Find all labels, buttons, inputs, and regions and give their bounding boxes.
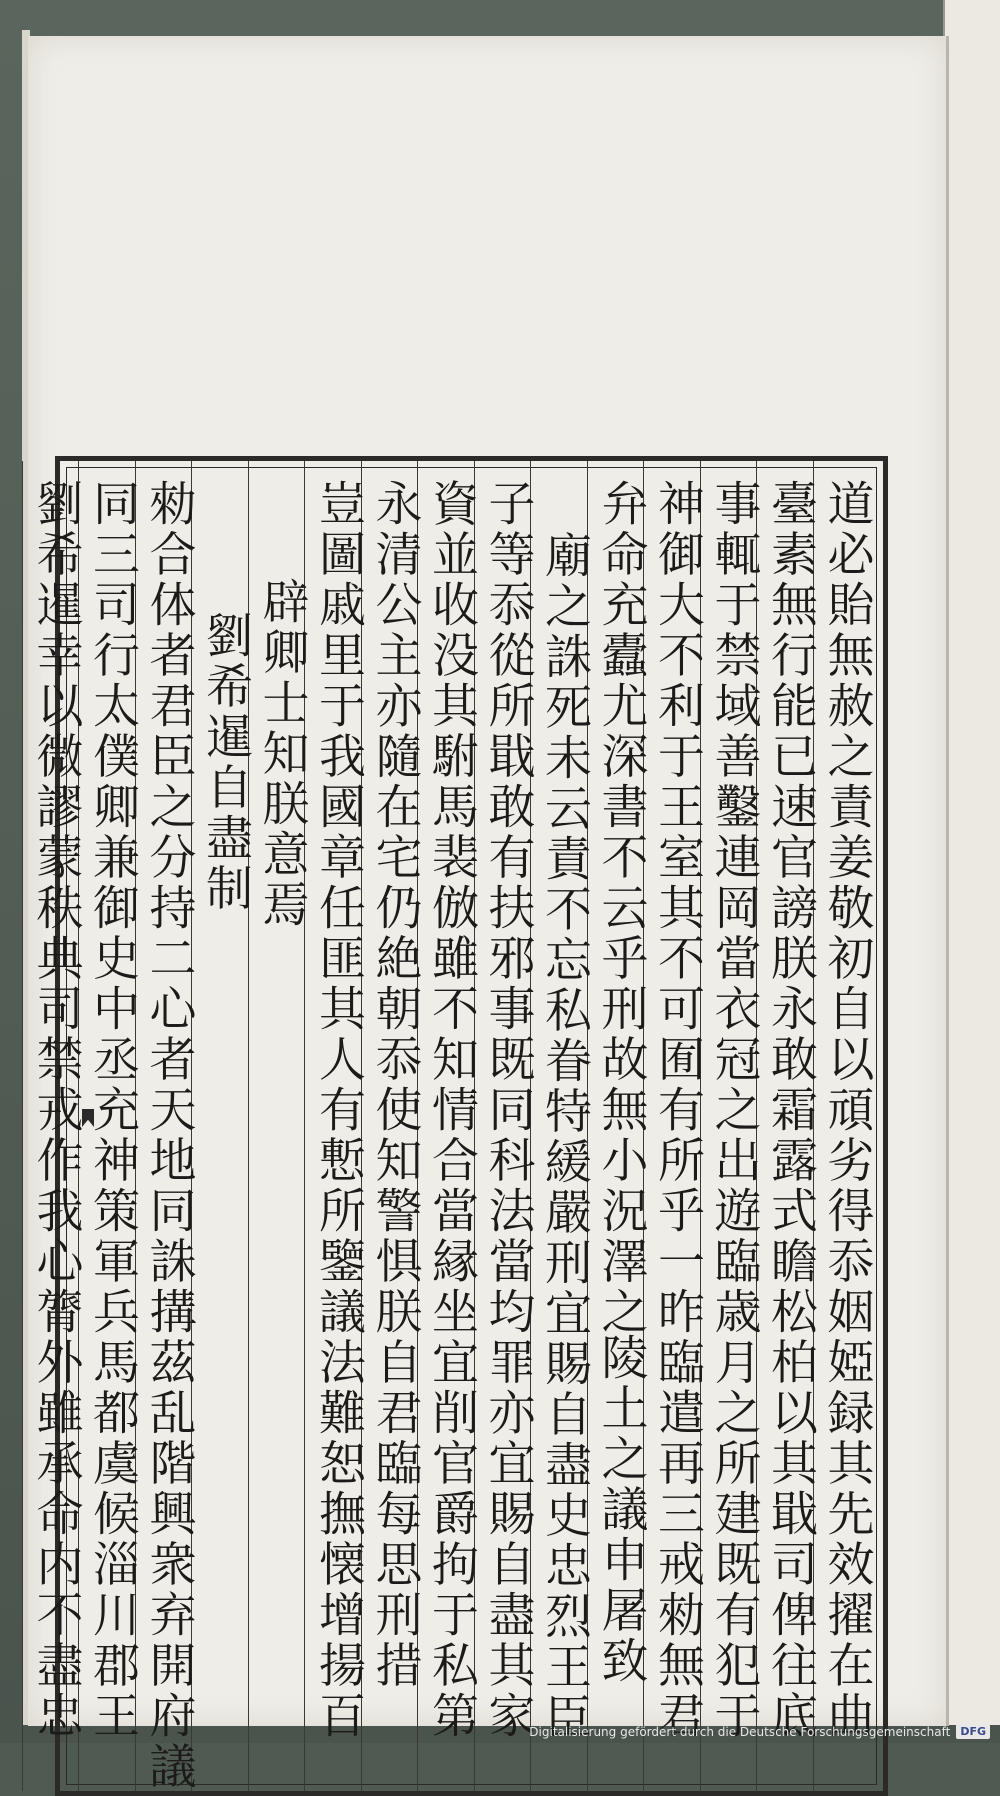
dfg-logo: DFG xyxy=(956,1724,990,1739)
adjacent-page xyxy=(943,0,1000,1725)
text-column: 神御大不利于王室其不可囿有所乎一昨臨遣再三戒勑無君 xyxy=(650,479,705,1742)
text-block-frame xyxy=(28,456,888,1796)
text-column: 廟之誅死未云責不忘私眷特緩嚴刑宜賜自盡史忠烈王臣 xyxy=(537,531,592,1743)
text-column: 道必貽無赦之責姜敬初自以頑劣得忝姻婭録其先效擢在曲 xyxy=(819,479,875,1742)
inline-marker: 陵土之議申屠致 xyxy=(593,1333,649,1687)
text-column: 事輒于禁域善鑿連岡當衣冠之出遊臨歳月之所建既有犯于 xyxy=(706,479,762,1742)
footer-credit: Digitalisierung gefördert durch die Deutsche Forschungsgemeinschaft xyxy=(529,1724,951,1739)
text-column: 辟卿士知朕意焉 xyxy=(254,577,310,931)
digitization-footer xyxy=(529,1724,990,1739)
text-column: 劉希暹幸以微謬蒙秩典司禁戎作我心膂外雖承命内不盡忠 xyxy=(28,479,84,1742)
text-column: 豈圖戚里于我國章任匪其人有慙所鑒議法難恕撫懐增揚百 xyxy=(311,479,366,1742)
text-column: 劉希暹自盡制 xyxy=(198,611,253,914)
text-column: 資並收没其駙馬裴倣雖不知情合當縁坐宜削官爵拘于私第 xyxy=(424,479,479,1742)
column-rule xyxy=(22,461,23,1791)
text-column: 同三司行太僕卿兼御史中丞充神策軍兵馬都虞候淄川郡王 xyxy=(85,479,140,1742)
text-column: 弁命充蠹尤深書不云乎刑故無小況澤之 xyxy=(593,479,649,1338)
text-column: 子等忝從所戢敢有扶邪事既同科法當均罪亦宜賜自盡其家 xyxy=(480,479,536,1742)
text-column: 臺素無行能已速官謗朕永敢霜露式瞻松柏以其戢司俾往底 xyxy=(763,479,818,1742)
text-column: 勑合体者君臣之分持二心者天地同誅搆茲乱階興衆弃開府議 xyxy=(141,479,197,1792)
text-column: 永清公主亦隨在宅仍絶朝忝使知警惧朕自君臨每思刑措 xyxy=(367,479,423,1691)
